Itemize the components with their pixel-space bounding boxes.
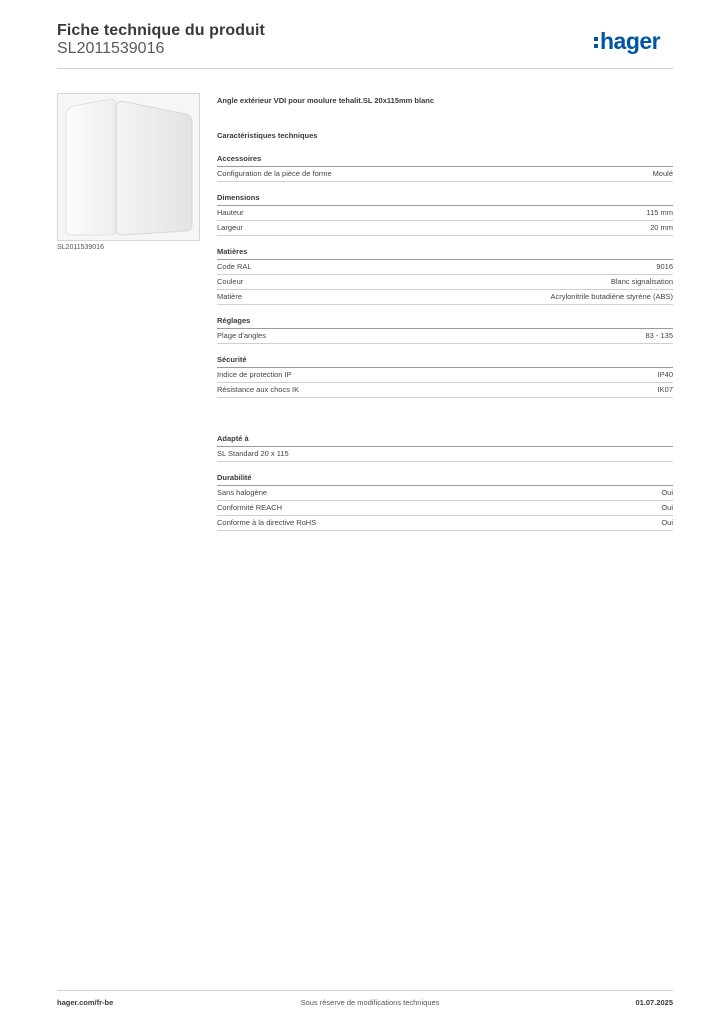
spec-row: [217, 206, 673, 221]
spec-label: SL Standard 20 x 115: [217, 449, 289, 458]
spec-value: 115 mm: [646, 208, 673, 217]
section-title: Matières: [217, 247, 673, 260]
spec-row: [217, 516, 673, 531]
svg-text:hager: hager: [600, 28, 661, 54]
spec-value: Oui: [661, 518, 673, 527]
spec-row: [217, 290, 673, 305]
specifications: [217, 96, 673, 542]
spec-row: [217, 486, 673, 501]
section-dimensions: [217, 193, 673, 236]
spec-row: [217, 221, 673, 236]
spec-value: 20 mm: [650, 223, 673, 232]
hager-logo: [593, 28, 675, 56]
section-reglages: [217, 316, 673, 344]
section-matieres: [217, 247, 673, 305]
spec-row: [217, 368, 673, 383]
product-illustration: [58, 94, 199, 240]
spec-value: Oui: [661, 488, 673, 497]
spec-value: Oui: [661, 503, 673, 512]
spec-row: [217, 275, 673, 290]
header-divider: [57, 68, 673, 69]
spec-value: Moulé: [652, 169, 673, 178]
image-caption: SL2011539016: [57, 244, 104, 251]
spec-row: [217, 329, 673, 344]
footer-divider: [57, 990, 673, 991]
spec-label: Couleur: [217, 277, 244, 286]
spec-row: [217, 260, 673, 275]
spec-label: Configuration de la pièce de forme: [217, 169, 332, 178]
spec-value: 83 - 135: [645, 331, 673, 340]
spec-row: [217, 501, 673, 516]
spec-value: IK07: [657, 385, 673, 394]
spec-label: Matière: [217, 292, 243, 301]
spec-label: Indice de protection IP: [217, 370, 292, 379]
section-title: Dimensions: [217, 193, 673, 206]
section-title: Réglages: [217, 316, 673, 329]
product-reference: SL2011539016: [57, 40, 165, 57]
section-title: Accessoires: [217, 154, 673, 167]
spec-value: Blanc signalisation: [610, 277, 673, 286]
spec-value: IP40: [657, 370, 673, 379]
spec-row: [217, 383, 673, 398]
section-title: Durabilité: [217, 473, 673, 486]
website-link[interactable]: hager.com/fr-be: [57, 998, 114, 1007]
spec-label: Hauteur: [217, 208, 244, 217]
footer-disclaimer: Sous réserve de modifications techniques: [300, 998, 440, 1007]
spec-label: Plage d'angles: [217, 331, 266, 340]
page-title: Fiche technique du produit: [57, 22, 265, 39]
spec-label: Conformité REACH: [217, 503, 283, 512]
spec-label: Largeur: [217, 223, 243, 232]
footer-date: 01.07.2025: [635, 998, 673, 1007]
section-accessoires: [217, 154, 673, 182]
spec-value: Acrylonitrile butadiène styrène (ABS): [550, 292, 673, 301]
product-title: Angle extérieur VDI pour moulure tehalit.SL 20x115mm blanc: [217, 96, 435, 105]
spec-value: 9016: [656, 262, 673, 271]
product-image: [57, 93, 200, 241]
characteristics-heading: Caractéristiques techniques: [217, 131, 318, 140]
spec-label: Résistance aux chocs IK: [217, 385, 300, 394]
section-title: Adapté à: [217, 434, 673, 447]
section-adapte: [217, 434, 673, 462]
section-title: Sécurité: [217, 355, 673, 368]
spec-label: Conforme à la directive RoHS: [217, 518, 317, 527]
spec-row: [217, 447, 673, 462]
spec-label: Code RAL: [217, 262, 252, 271]
spec-label: Sans halogène: [217, 488, 268, 497]
spec-row: [217, 167, 673, 182]
section-durabilite: [217, 473, 673, 531]
section-securite: [217, 355, 673, 398]
